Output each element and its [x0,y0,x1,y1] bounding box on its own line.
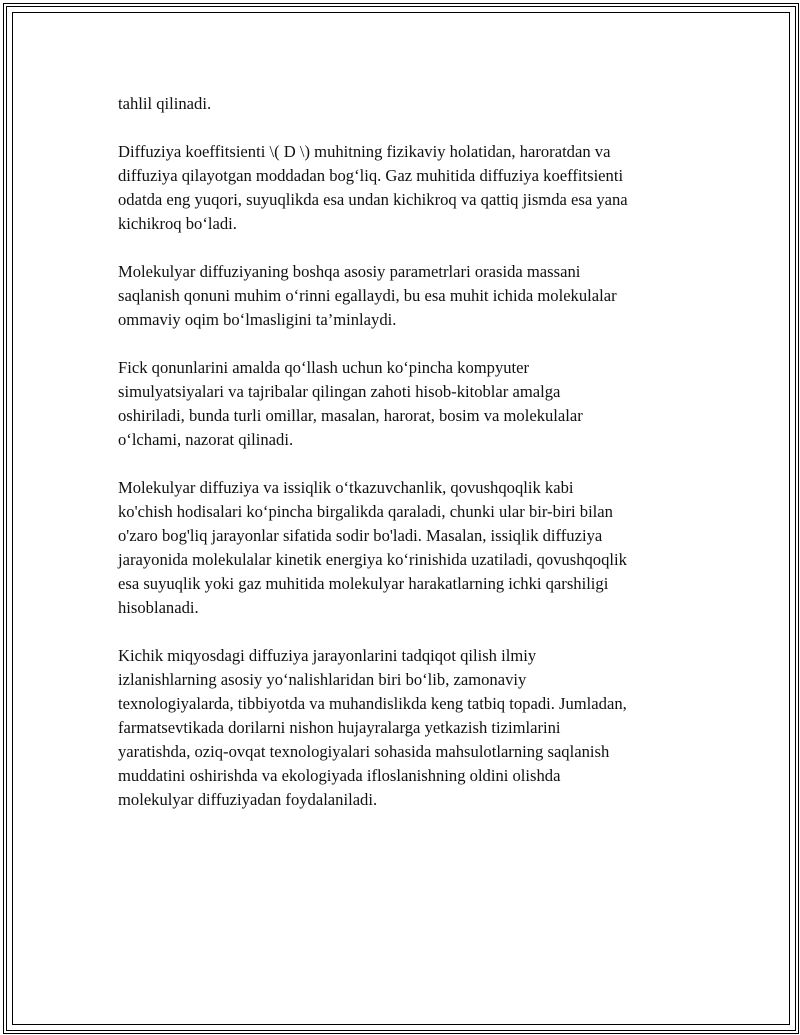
text-line: simulyatsiyalari va tajribalar qilingan zahoti hisob-kitoblar amalga [118,382,561,401]
text-line: ko'chish hodisalari ko‘pincha birgalikda qaraladi, chunki ular bir-biri bilan [118,502,613,521]
text-line: Fick qonunlarini amalda qo‘llash uchun ko‘pincha kompyuter [118,358,530,377]
text-line: esa suyuqlik yoki gaz muhitida molekulyar harakatlarning ichki qarshiligi [118,574,609,593]
text-line: o‘lchami, nazorat qilinadi. [118,430,294,449]
paragraph [118,644,688,812]
text-line: o'zaro bog'liq jarayonlar sifatida sodir bo'ladi. Masalan, issiqlik diffuziya [118,526,603,545]
text-line: molekulyar diffuziyadan foydalaniladi. [118,790,378,809]
paragraph [118,356,688,452]
text-line: odatda eng yuqori, suyuqlikda esa undan kichikroq va qattiq jismda esa yana [118,190,628,209]
text-line: muddatini oshirishda va ekologiyada ifloslanishning oldini olishda [118,766,561,785]
text-line: izlanishlarning asosiy yo‘nalishlaridan biri bo‘lib, zamonaviy [118,670,527,689]
text-line: Diffuziya koeffitsienti \( D \) muhitning fizikaviy holatidan, haroratdan va [118,142,611,161]
text-line: saqlanish qonuni muhim o‘rinni egallaydi, bu esa muhit ichida molekulalar [118,286,617,305]
text-line: oshiriladi, bunda turli omillar, masalan, harorat, bosim va molekulalar [118,406,583,425]
text-line: Kichik miqyosdagi diffuziya jarayonlarini tadqiqot qilish ilmiy [118,646,537,665]
text-line: farmatsevtikada dorilarni nishon hujayralarga yetkazish tizimlarini [118,718,561,737]
text-line: yaratishda, oziq-ovqat texnologiyalari sohasida mahsulotlarning saqlanish [118,742,610,761]
text-line: tahlil qilinadi. [118,94,212,113]
text-line: Molekulyar diffuziyaning boshqa asosiy parametrlari orasida massani [118,262,581,281]
paragraph [118,476,688,620]
paragraph [118,92,688,116]
text-line: jarayonida molekulalar kinetik energiya ko‘rinishida uzatiladi, qovushqoqlik [118,550,627,569]
text-line: texnologiyalarda, tibbiyotda va muhandislikda keng tatbiq topadi. Jumladan, [118,694,627,713]
document-body [118,92,688,836]
paragraph [118,140,688,236]
paragraph [118,260,688,332]
text-line: hisoblanadi. [118,598,199,617]
text-line: diffuziya qilayotgan moddadan bog‘liq. Gaz muhitida diffuziya koeffitsienti [118,166,624,185]
text-line: kichikroq bo‘ladi. [118,214,237,233]
text-line: ommaviy oqim bo‘lmasligini ta’minlaydi. [118,310,397,329]
text-line: Molekulyar diffuziya va issiqlik o‘tkazuvchanlik, qovushqoqlik kabi [118,478,574,497]
